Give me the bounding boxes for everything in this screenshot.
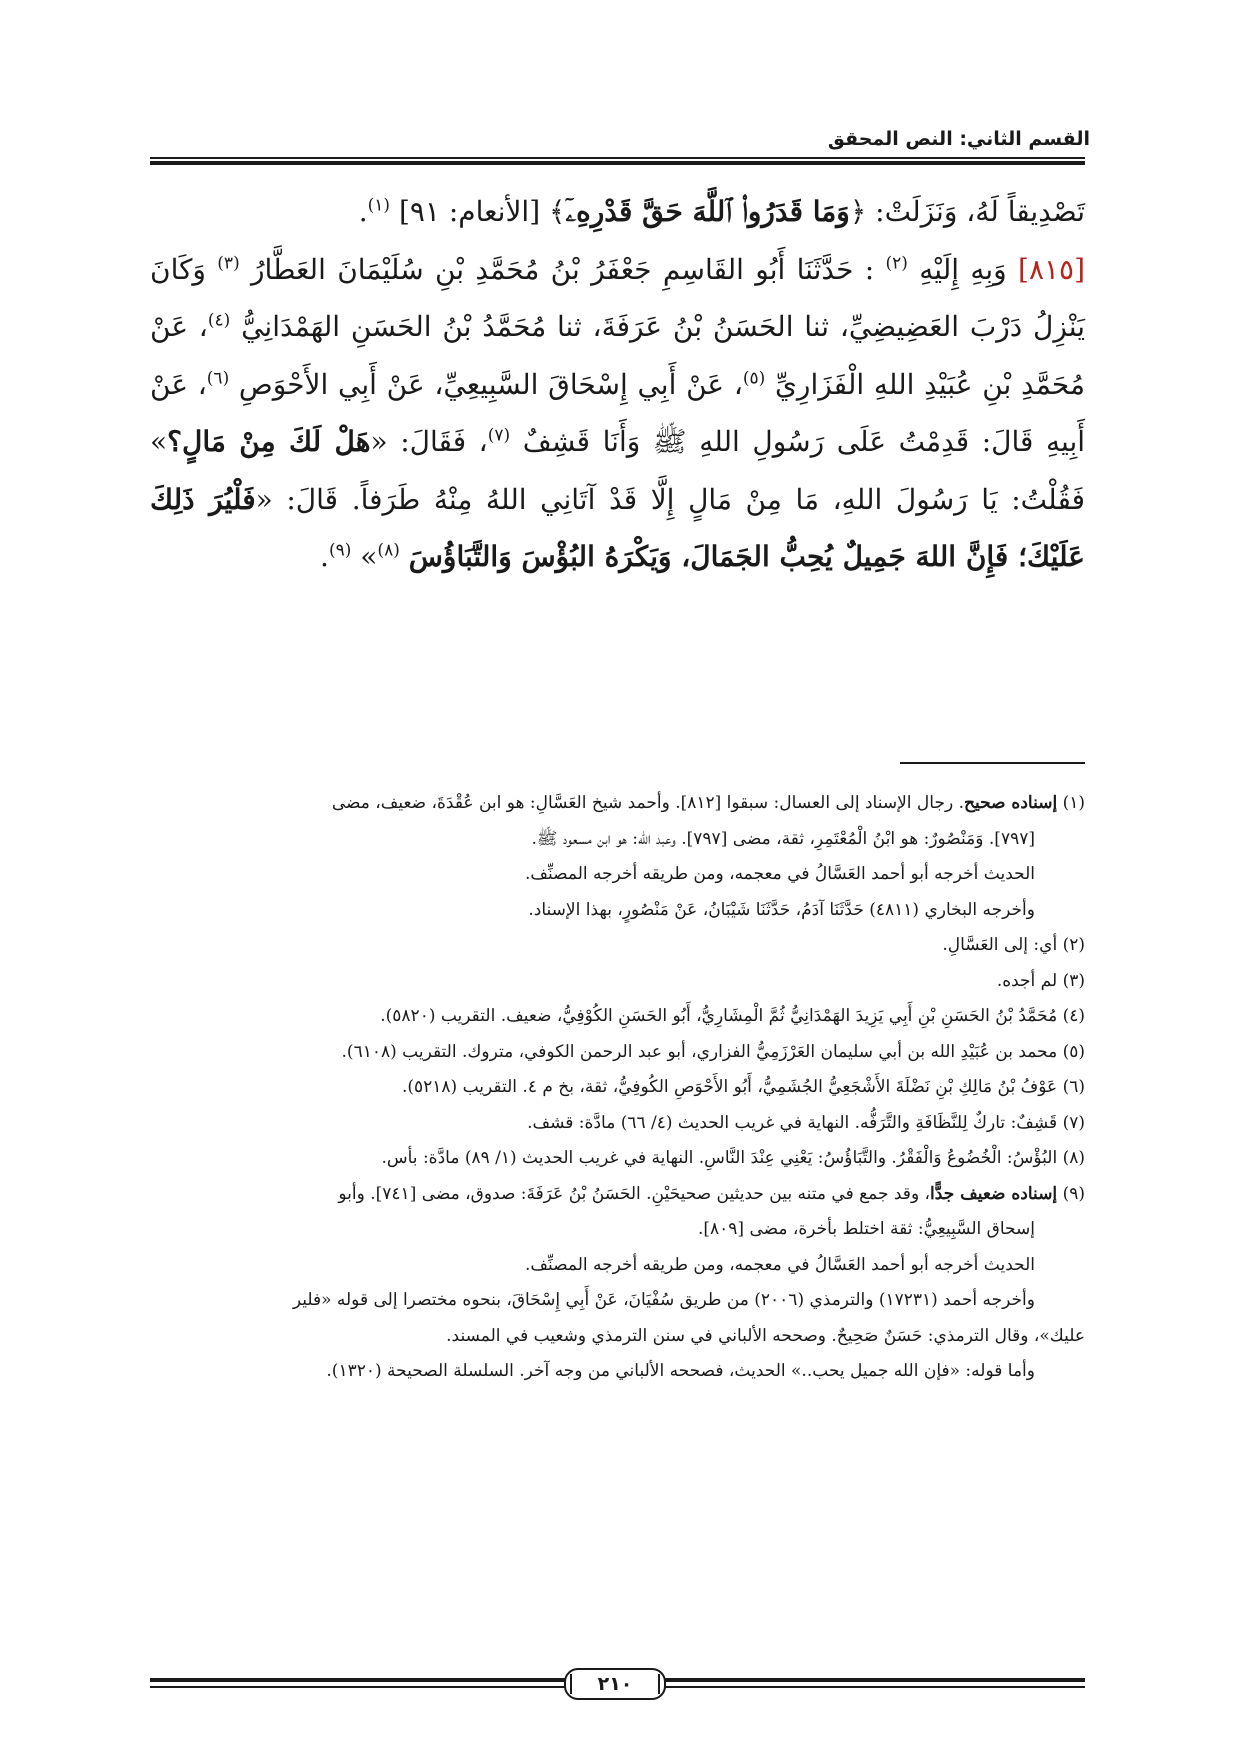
text-run: ، عَنْ أَبِيهِ قَالَ: قَدِمْتُ عَلَى رَسُولِ اللهِ ﷺ وَأَنَا قَشِفٌ	[150, 367, 1086, 458]
footnote-5: (٥) محمد بن عُبَيْدِ الله بن أبي سليمان العَرْزَمِيُّ الفزاري، أبو عبد الرحمن الكوفي، متروك. التقريب (٦١٠٨).	[341, 1041, 1085, 1062]
footnote-1	[150, 786, 1085, 822]
text-run: وَكَانَ يَنْزِلُ دَرْبَ العَضِيضِيِّ، ثنا الحَسَنُ بْنُ عَرَفَةَ، ثنا مُحَمَّدُ بْنُ الحَسَنِ الهَمْدَانِيُّ	[150, 252, 1086, 343]
footnote-ref-9: (٩)	[328, 540, 352, 561]
footnote-6: (٦) عَوْفُ بْنُ مَالِكِ بْنِ نَضْلَةَ الأَشْجَعِيُّ الجُشَمِيُّ، أَبُو الأَحْوَصِ الكُوفِيُّ، ثقة، بخ م ٤. التقريب (٥٢١٨).	[401, 1077, 1085, 1097]
footnote-number: (٩)	[1062, 1183, 1085, 1204]
footnote-ref-2: (٢)	[885, 253, 908, 274]
verse-line	[150, 183, 1085, 241]
footnote-ref-4: (٤)	[207, 310, 231, 331]
footnote-9-cont: عليك»، وقال الترمذي: حَسَنٌ صَحِيحٌ. وصححه الألباني في سنن الترمذي وشعيب في المسند.	[446, 1325, 1085, 1346]
footnote-ref-5: (٥)	[742, 368, 766, 389]
text-run: .	[320, 540, 329, 573]
footnote-9-cont: وأما قوله: «فإن الله جميل يحب..» الحديث، فصححه الألباني من وجه آخر. السلسلة الصحيحة (١٣٢٠).	[326, 1361, 1035, 1381]
text-run: تَصْدِيقاً لَهُ، وَنَزَلَتْ: ﴿	[849, 195, 1085, 228]
hadith-number: [٨١٥]	[1018, 252, 1086, 286]
header-rule-thin	[150, 157, 1085, 159]
footnote-3: (٣) لم أجده.	[996, 970, 1085, 991]
footnote-text: ، وقد جمع في متنه بين حديثين صحيحَيْنِ. الحَسَنُ بْنُ عَرَفَةَ: صدوق، مضى [٧٤١]. وأبو	[338, 1183, 931, 1204]
page-number-text: ٢١٠	[597, 1673, 633, 1695]
footnote-ref-3: (٣)	[217, 253, 240, 274]
footnote-2: (٢) أي: إلى العَسَّالِ.	[942, 935, 1085, 955]
footnote-7: (٧) قَشِفٌ: تاركٌ لِلنَّظَافَةِ والتَّرَفُّه. النهاية في غريب الحديث (٤/ ٦٦) مادَّة: قشف.	[527, 1112, 1085, 1133]
grading: إسناده ضعيف جدًّا	[930, 1183, 1058, 1204]
footnote-9-cont: وأخرجه أحمد (١٧٢٣١) والترمذي (٢٠٠٦) من طريق سُفْيَانَ، عَنْ أَبِي إِسْحَاقَ، بنحوه مختصرا إلى قوله «فلير	[292, 1290, 1035, 1310]
footnote-ref-8: (٨)	[377, 540, 400, 561]
text-run: : حَدَّثَنَا أَبُو القَاسِمِ جَعْفَرُ بْنُ مُحَمَّدِ بْنِ سُلَيْمَانَ العَطَّارُ	[251, 252, 875, 286]
running-header: القسم الثاني: النص المحقق	[827, 128, 1090, 150]
text-run: .	[358, 195, 368, 228]
header-rule-thick	[150, 161, 1085, 165]
footnote-9	[150, 1177, 1085, 1213]
text-run: » فَقُلْتُ: يَا رَسُولَ اللهِ، مَا مِنْ مَالٍ إِلَّا قَدْ آتَانِي اللهُ مِنْهُ طَرَفاً. قَالَ: «	[150, 425, 1085, 516]
footnote-9-cont: الحديث أخرجه أبو أحمد العَسَّالُ في معجمه، ومن طريقه أخرجه المصنِّف.	[525, 1254, 1035, 1275]
text-run: ، عَنْ مُحَمَّدِ بْنِ عُبَيْدِ اللهِ الْفَزَارِيِّ	[150, 310, 1085, 401]
footnote-1-cont: الحديث أخرجه أبو أحمد العَسَّالُ في معجمه، ومن طريقه أخرجه المصنِّف.	[525, 864, 1035, 884]
footnote-ref-7: (٧)	[487, 425, 511, 446]
footnote-4: (٤) مُحَمَّدُ بْنُ الحَسَنِ بْنِ أَبِي يَزِيدَ الهَمْدَانِيُّ ثُمَّ الْمِشَارِيُّ، أَبُو الحَسَنِ الكُوْفِيُّ، ضعيف. التقريب (٥٨٢٠).	[380, 1006, 1085, 1026]
main-text	[150, 183, 1085, 586]
text-run: ، عَنْ أَبِي إِسْحَاقَ السَّبِيعِيِّ، عَنْ أَبِي الأَحْوَصِ	[238, 367, 743, 401]
prophet-speech: فَلْيُرَ ذَلِكَ عَلَيْكَ؛ فَإِنَّ اللهَ جَمِيلٌ يُحِبُّ الجَمَالَ، وَيَكْرَهُ البُؤْسَ وَالتَّبَاؤُسَ	[150, 482, 1085, 573]
footnote-text: . رجال الإسناد إلى العسال: سبقوا [٨١٢]. وأحمد شيخ العَسَّالِ: هو ابن عُقْدَةَ، ضعيف، مضى	[331, 793, 964, 813]
page-number	[564, 1668, 666, 1700]
text-run: »	[360, 540, 378, 573]
footnotes	[150, 786, 1085, 1390]
hadith-paragraph	[150, 241, 1085, 586]
quran-verse: وَمَا قَدَرُوا۟ ٱللَّهَ حَقَّ قَدْرِهِۦٓ	[565, 195, 850, 228]
footnote-number: (١)	[1062, 793, 1085, 813]
footnote-1-cont: وأخرجه البخاري (٤٨١١) حَدَّثَنَا آدَمُ، حَدَّثَنَا شَيْبَانُ، عَنْ مَنْصُورٍ، بهذا الإسناد.	[528, 899, 1035, 920]
text-run: وَبِهِ إِلَيْهِ	[919, 252, 1007, 286]
footnote-8: (٨) البُؤْسُ: الْخُضُوعُ وَالْفَقْرُ. والتَّبَاؤُسُ: يَعْنِي عِنْدَ النَّاسِ. النهاية في غريب الحديث (١/ ٨٩) مادَّة: بأس.	[381, 1148, 1085, 1168]
grading: إسناده صحيح	[963, 793, 1058, 813]
prophet-speech: هَلْ لَكَ مِنْ مَالٍ؟	[167, 425, 371, 458]
footnote-1-cont: [٧٩٧]. وَمَنْصُورٌ: هو ابْنُ الْمُعْتَمِرِ، ثقة، مضى [٧٩٧]. وعبد الله: هو ابن مسعود ﷺ.	[531, 828, 1035, 849]
footnote-9-cont: إسحاق السَّبِيعِيُّ: ثقة اختلط بأخرة، مضى [٨٠٩].	[697, 1219, 1035, 1239]
footnote-separator	[900, 762, 1085, 764]
footnote-ref-6: (٦)	[206, 368, 230, 389]
surah-citation: ﴾ [الأنعام: ٩١]	[398, 195, 566, 228]
text-run: ، فَقَالَ: «	[370, 425, 488, 458]
footnote-ref-1: (١)	[367, 195, 391, 216]
